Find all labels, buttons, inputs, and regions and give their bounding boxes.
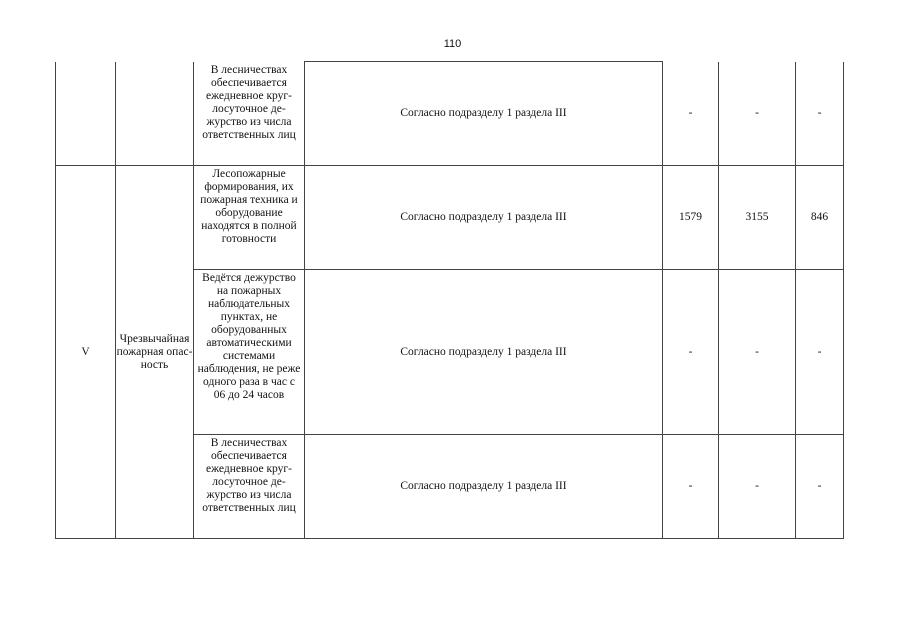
value-cell: - — [719, 62, 796, 166]
class-number-cell: V — [56, 166, 116, 539]
value-cell: - — [796, 270, 844, 435]
measure-description-cell: Лесопожарные формирования, их пожарная техника и оборудование находятся в полной готовности — [194, 166, 305, 270]
value-cell: - — [663, 435, 719, 539]
empty-class-name-cell — [116, 62, 194, 166]
table-row — [56, 62, 844, 166]
value-cell: 1579 — [663, 166, 719, 270]
measure-description-cell: Ведётся дежурство на пожарных наблюдательных пунктах, не оборудованных автоматическими системами наблюдения, не реже одного раза в час с 06 до 24 часов — [194, 270, 305, 435]
value-cell: - — [719, 435, 796, 539]
value-cell: 846 — [796, 166, 844, 270]
value-cell: - — [663, 270, 719, 435]
reference-cell: Согласно подразделу 1 раздела III — [305, 62, 663, 166]
measure-description-cell: В лесничествах обеспечивается ежедневное круглосуточное дежурство из числа ответственных лиц — [194, 435, 305, 539]
value-cell: 3155 — [719, 166, 796, 270]
value-cell: - — [796, 62, 844, 166]
class-name-cell: Чрезвычайная пожарная опасность — [116, 166, 194, 539]
measure-description-cell: В лесничествах обеспечивается ежедневное круглосуточное дежурство из числа ответственных лиц — [194, 62, 305, 166]
value-cell: - — [719, 270, 796, 435]
empty-class-number-cell — [56, 62, 116, 166]
table-row — [56, 166, 844, 270]
value-cell: - — [796, 435, 844, 539]
fire-hazard-measures-table — [55, 61, 844, 539]
value-cell: - — [663, 62, 719, 166]
page-number: 110 — [443, 38, 462, 50]
reference-cell: Согласно подразделу 1 раздела III — [305, 270, 663, 435]
reference-cell: Согласно подразделу 1 раздела III — [305, 435, 663, 539]
reference-cell: Согласно подразделу 1 раздела III — [305, 166, 663, 270]
